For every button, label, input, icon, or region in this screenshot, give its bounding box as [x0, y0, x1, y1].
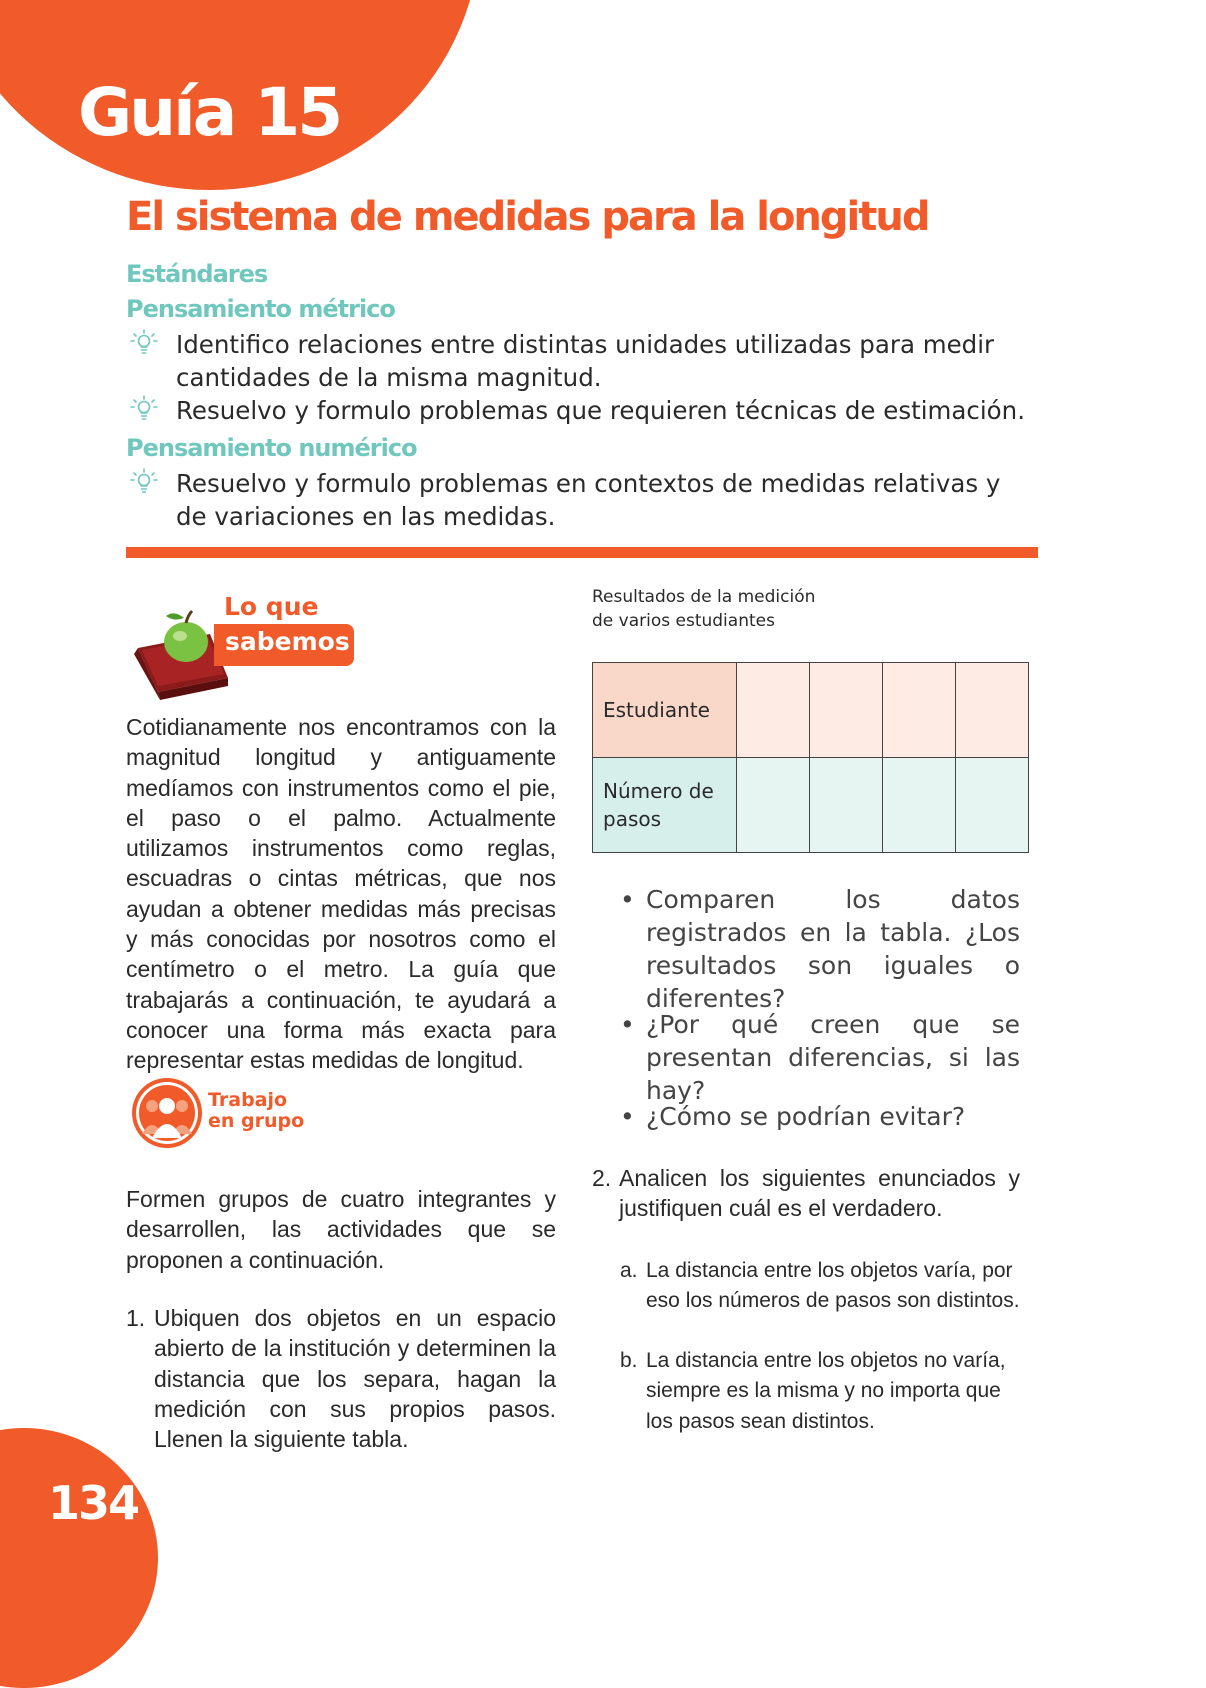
activity-number: 2. — [592, 1165, 612, 1191]
table-caption — [592, 585, 815, 633]
standard-text: Resuelvo y formulo problemas que requieren técnicas de estimación. — [176, 396, 1025, 425]
lo-que-sabemos-title-bottom: sabemos — [225, 627, 350, 656]
standard-text: Identifico relaciones entre distintas unidades utilizadas para medir cantidades de la misma magnitud. — [176, 330, 995, 392]
question-text: Comparen los datos registrados en la tabla. ¿Los resultados son iguales o diferentes? — [646, 885, 1020, 1013]
section-divider — [126, 547, 1038, 558]
metric-thinking-heading: Pensamiento métrico — [126, 295, 395, 323]
lightbulb-icon — [126, 394, 162, 424]
table-row — [593, 663, 1029, 758]
lo-que-sabemos-title-top: Lo que — [224, 592, 319, 621]
table-row — [593, 758, 1029, 853]
group-people-icon — [130, 1076, 204, 1150]
statement-letter: b. — [620, 1349, 638, 1372]
activity-text: Ubiquen dos objetos en un espacio abierto de la institución y determinen la distancia que los separa, hagan la medición con sus propios pasos. Llenen la siguiente tabla. — [154, 1305, 556, 1453]
activity-text: Analicen los siguientes enunciados y justifiquen cuál es el verdadero. — [619, 1165, 1020, 1222]
page-title: El sistema de medidas para la longitud — [126, 194, 929, 240]
activity-item — [592, 1163, 1020, 1224]
table-cell — [810, 758, 883, 853]
table-cell — [883, 758, 956, 853]
group-work-line2: en grupo — [208, 1110, 305, 1132]
question-item — [620, 883, 1020, 1015]
steps-table — [592, 662, 1029, 853]
standards-heading: Estándares — [126, 260, 268, 288]
group-intro: Formen grupos de cuatro integrantes y desarrollen, las actividades que se proponen a continuación. — [126, 1186, 556, 1273]
question-item — [620, 1008, 1020, 1107]
table-cell — [810, 663, 883, 758]
standard-item — [126, 467, 1026, 533]
numeric-thinking-heading: Pensamiento numérico — [126, 434, 417, 462]
question-text: ¿Cómo se podrían evitar? — [646, 1102, 966, 1131]
statement-item — [620, 1346, 1020, 1437]
bullet-dot: • — [620, 885, 635, 914]
group-work-title — [208, 1090, 304, 1132]
lightbulb-icon — [126, 328, 162, 358]
table-cell — [956, 758, 1029, 853]
table-caption-line1: Resultados de la medición — [592, 587, 816, 607]
table-cell — [737, 758, 810, 853]
group-work-line1: Trabajo — [208, 1089, 288, 1111]
standard-text: Resuelvo y formulo problemas en contextos de medidas relativas y de variaciones en las medidas. — [176, 469, 1001, 531]
table-caption-line2: de varios estudiantes — [592, 611, 775, 631]
bullet-dot: • — [620, 1010, 635, 1039]
statement-letter: a. — [620, 1259, 638, 1282]
question-text: ¿Por qué creen que se presentan diferencias, si las hay? — [646, 1010, 1020, 1105]
row-label-estudiante: Estudiante — [593, 663, 737, 758]
statement-item — [620, 1256, 1020, 1317]
intro-paragraph: Cotidianamente nos encontramos con la magnitud longitud y antiguamente medíamos con instrumentos como el pie, el paso o el palmo. Actualmente utilizamos instrumentos como reglas, escuadras o cintas métricas, que nos ayudan a obtener medidas más precisas y más conocidas por nosotros como el centímetro o el metro. La guía que trabajarás a continuación, te ayudará a conocer una forma más exacta para representar estas medidas de longitud. — [126, 714, 556, 1074]
page-number-shape — [0, 1428, 158, 1688]
row-label-pasos: Número de pasos — [593, 758, 737, 853]
guide-label: Guía 15 — [78, 74, 341, 151]
table-cell — [956, 663, 1029, 758]
statement-text: La distancia entre los objetos no varía, siempre es la misma y no importa que los pasos sean distintos. — [646, 1349, 1006, 1433]
table-cell — [737, 663, 810, 758]
table-cell — [883, 663, 956, 758]
page-number: 134 — [48, 1476, 139, 1530]
bullet-dot: • — [620, 1102, 635, 1131]
standard-item — [126, 394, 1026, 427]
activity-item — [126, 1303, 556, 1454]
statement-text: La distancia entre los objetos varía, por eso los números de pasos son distintos. — [646, 1259, 1020, 1313]
activity-number: 1. — [126, 1305, 146, 1331]
lightbulb-icon — [126, 467, 162, 497]
standard-item — [126, 328, 1026, 394]
question-item — [620, 1100, 1020, 1133]
